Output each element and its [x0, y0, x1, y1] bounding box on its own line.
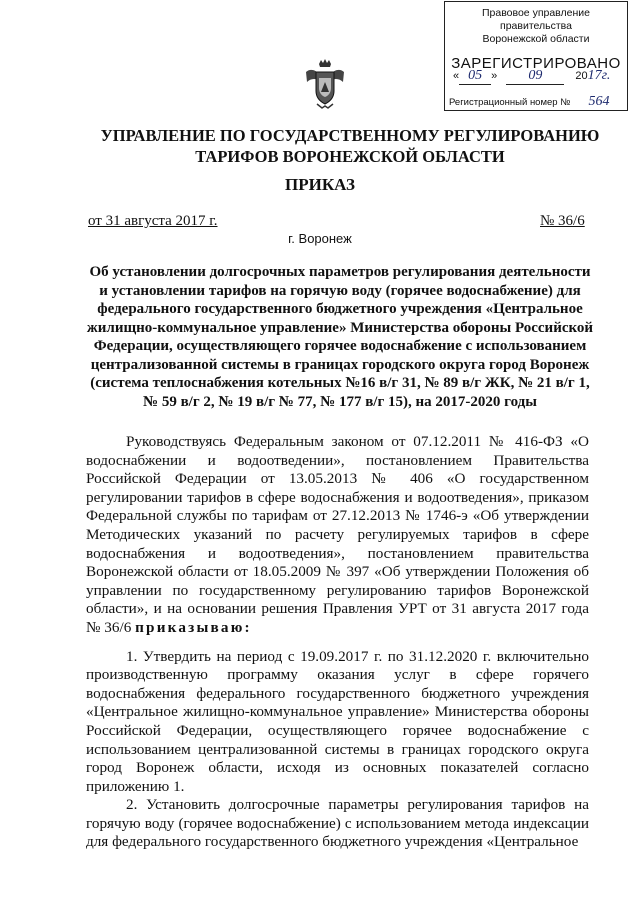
stamp-org-line1: Правовое управление правительства: [481, 7, 590, 32]
order-directive: приказываю:: [135, 618, 252, 636]
stamp-date: « 05 » 09 2017г.: [453, 68, 611, 83]
document-city: г. Воронеж: [288, 231, 352, 246]
stamp-reg-label: Регистрационный номер №: [449, 97, 571, 108]
document-number: № 36/6: [540, 213, 585, 229]
voronezh-coat-of-arms-icon: [302, 58, 348, 110]
issuer-title: УПРАВЛЕНИЕ ПО ГОСУДАРСТВЕННОМУ РЕГУЛИРОВАНИЮ ТАРИФОВ ВОРОНЕЖСКОЙ ОБЛАСТИ: [100, 126, 600, 166]
document-date: от 31 августа 2017 г.: [88, 213, 218, 229]
stamp-org-line2: Воронежской области: [482, 33, 590, 45]
stamp-registered-label: ЗАРЕГИСТРИРОВАНО: [451, 55, 621, 72]
document-type: ПРИКАЗ: [285, 175, 355, 194]
document-body: [86, 433, 589, 852]
document-subject: Об установлении долгосрочных параметров регулирования деятельности и установлении тарифов на горячую воду (горячее водоснабжение) для федерального государственного бюджетного учреждения «Центральное жилищно-коммунальное управление» Министерства обороны Российской Федерации, осуществляющего горячее водоснабжение с использованием централизованной системы в границах городского округа город Воронеж (система теплоснабжения котельных №16 в/г 31, № 89 в/г ЖК, № 21 в/г 1, № 59 в/г 2, № 19 в/г № 77, № 177 в/г 15), на 2017-2020 годы: [86, 264, 594, 410]
item-2-paragraph: 2. Установить долгосрочные параметры регулирования тарифов на горячую воду (горячее водоснабжение) с использованием метода индексации для федерального государственного бюджетного учреждения «Центральное: [86, 796, 589, 851]
preamble-paragraph: [86, 433, 589, 638]
item-1-paragraph: 1. Утвердить на период с 19.09.2017 г. по 31.12.2020 г. включительно производственную программу оказания услуг в сфере горячего водоснабжения федерального государственного бюджетного учреждения «Центральное жилищно-коммунальное управление» Министерства обороны Российской Федерации, осуществляющего горячее водоснабжение с использованием централизованной системы в границах городского округа город Воронеж области, исходя из основных показателей согласно приложению 1.: [86, 647, 589, 795]
stamp-date-month: 09: [506, 68, 564, 85]
preamble-text: Руководствуясь Федеральным законом от 07.12.2011 № 416-ФЗ «О водоснабжении и водоотведении», постановлением Правительства Российской Федерации от 13.05.2013 № 406 «О государственном регулировании тарифов в сфере водоснабжения и водоотведения», приказом Федеральной службы по тарифам от 27.12.2013 № 1746-э «Об утверждении Методических указаний по расчету регулируемых тарифов в сфере водоснабжения и водоотведения», постановлением правительства Воронежской области от 18.05.2009 № 397 «Об утверждении Положения об управлении по государственному регулированию тарифов Воронежской области», и на основании решения Правления УРТ от 31 августа 2017 года № 36/6: [86, 433, 589, 636]
stamp-reg-number: 564: [573, 94, 625, 111]
stamp-date-day: 05: [459, 68, 491, 85]
registration-stamp: [444, 1, 628, 111]
stamp-organization: [445, 7, 627, 46]
stamp-date-year-suffix: 17г.: [587, 68, 611, 83]
stamp-reg-number-row: [449, 94, 627, 110]
stamp-date-year-prefix: 20: [575, 70, 588, 82]
